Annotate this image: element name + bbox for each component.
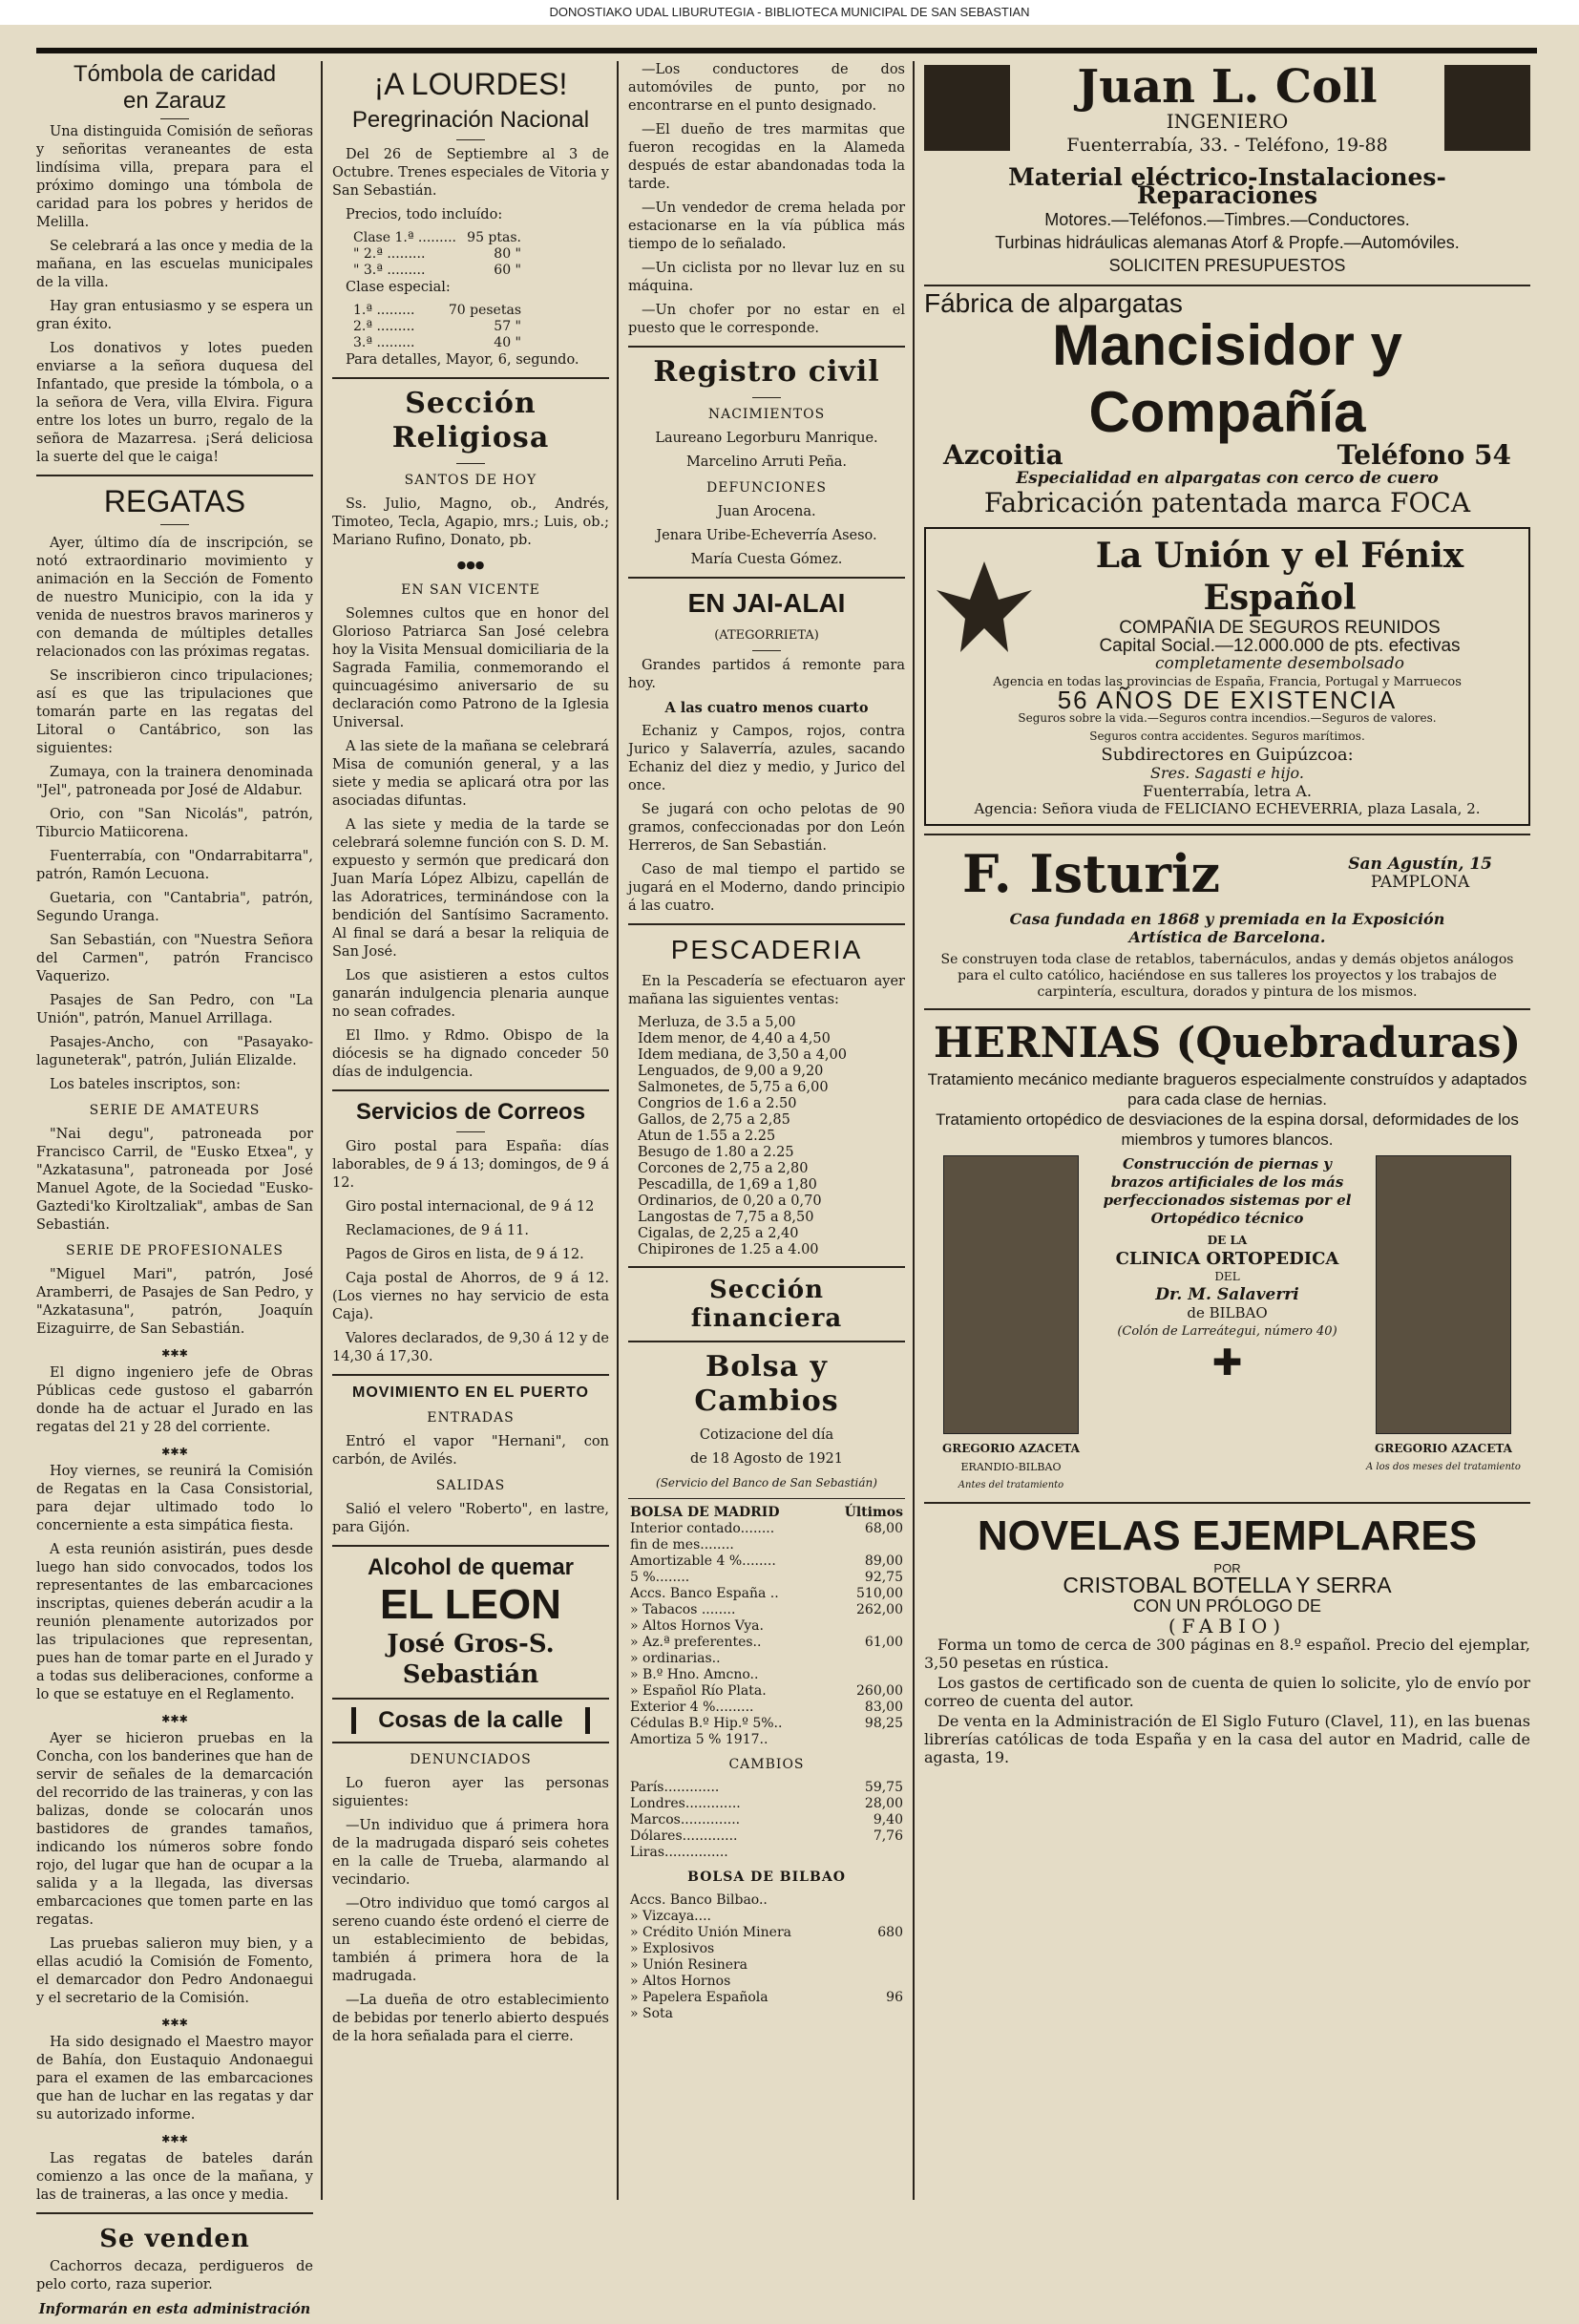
jai-paragraph: Grandes partidos á remonte para hoy. <box>628 658 905 691</box>
price-row: 3.ª ......... 40 " <box>353 335 521 350</box>
regatas-paragraph: Ayer, último día de inscripción, se notó extraordinario movimiento y animación en la Sección de Fomento de nuestro Municipio, con la ida y venida de nuestros bravos marineros y con demanda de múltiples detalles relacionados con las próximas regatas. <box>36 536 313 660</box>
table-row: Amortiza 5 % 1917.. <box>630 1732 768 1747</box>
calle-paragraph: Lo fueron ayer las personas siguientes: <box>332 1776 609 1809</box>
fish-item: Chipirones de 1.25 a 4.00 <box>638 1242 819 1257</box>
correos-title: Servicios de Correos <box>355 1099 586 1125</box>
fish-item: Congrios de 1.6 a 2.50 <box>638 1096 797 1111</box>
hernias-photos <box>924 1155 1530 1494</box>
novelas-paragraph: Los gastos de certificado son de cuenta de quien lo solicite, ylo de envío por correo de cuenta del autor. <box>924 1674 1530 1710</box>
top-rule <box>36 48 1537 53</box>
pescaderia-paragraph: En la Pescadería se efectuaron ayer mañana las siguientes ventas: <box>628 974 905 1007</box>
column-divider <box>617 61 619 2200</box>
novelas-paragraph: De venta en la Administración de El Siglo Futuro (Clavel, 11), en las buenas librerías católicas de toda España y en la casa del autor en Madrid, calle de agasta, 19. <box>924 1712 1530 1766</box>
correos-paragraph: Giro postal internacional, de 9 á 12 <box>346 1199 595 1215</box>
jai-time: A las cuatro menos cuarto <box>664 700 869 716</box>
jai-paragraph: Se jugará con ocho pelotas de 90 gramos, confeccionadas por don León Herreros, de San Sebastián. <box>628 802 905 854</box>
regatas-paragraph: Las regatas de bateles darán comienzo a las once de la mañana, y las de traineras, a las once y media. <box>36 2151 313 2203</box>
machine-icon <box>1444 65 1530 151</box>
tombola-paragraph: Los donativos y lotes pueden enviarse a la señora duquesa del Infantado, que preside la tómbola, o a la señora de Vera, villa Elvira. Figura entre los lotes un burro, regalo de la señora de Mazarresa. ¡Será deliciosa la suerte del que le caiga! <box>36 341 313 465</box>
jai-subtitle: (ATEGORRIETA) <box>714 628 819 643</box>
calle-paragraph: —Los conductores de dos automóviles de punto, por no encontrarse en el punto designado. <box>628 62 905 114</box>
machine-icon <box>924 65 1010 151</box>
bilbao-table <box>628 1892 905 2022</box>
regatas-paragraph: Las pruebas salieron muy bien, y a ellas acudió la Comisión de Fomento, el demarcador don Pedro Andonaegui y el secretario de la Comisión. <box>36 1936 313 2006</box>
nacimiento-item: Marcelino Arruti Peña. <box>685 454 848 470</box>
novelas-author: CRISTOBAL BOTELLA Y SERRA <box>1063 1573 1392 1597</box>
correos-paragraph: Caja postal de Ahorros, de 9 á 12. (Los viernes no hay servicio de esta Caja). <box>332 1271 609 1322</box>
union-line: Subdirectores en Guipúzcoa: <box>1101 745 1354 765</box>
defuncion-item: Juan Arocena. <box>717 504 816 519</box>
tombola-paragraph: Se celebrará a las once y media de la mañana, en las escuelas municipales de la villa. <box>36 239 313 290</box>
regatas-paragraph: Ha sido designado el Maestro mayor de Bahía, don Eustaquio Andonaegui para el examen de las embarcaciones que han de luchar en las regatas y dar su autorizado informe. <box>36 2035 313 2123</box>
regatas-paragraph: Se inscribieron cinco tripulaciones; así es que las tripulaciones que tomarán parte en las regatas del Litoral o Cantábrico, son las siguientes: <box>36 668 313 756</box>
correos-paragraph: Giro postal para España: días laborables, de 9 á 13; domingos, de 9 á 12. <box>332 1139 609 1191</box>
santos-paragraph: Ss. Julio, Magno, ob., Andrés, Timoteo, Tecla, Agapio, mrs.; Luis, ob.; Mariano Rufino, Donato, pb. <box>332 496 609 548</box>
photo-caption: Antes del tratamiento <box>958 1480 1064 1490</box>
defuncion-item: Jenara Uribe-Echeverría Aseso. <box>656 528 877 543</box>
defuncion-item: María Cuesta Gómez. <box>690 552 843 567</box>
venden-text: Cachorros decaza, perdigueros de pelo corto, raza superior. <box>36 2259 313 2292</box>
hernias-title: HERNIAS (Quebraduras) <box>933 1019 1522 1067</box>
alcohol-ad-line1: Alcohol de quemar <box>367 1554 575 1580</box>
calle-paragraph: —Un chofer por no estar en el puesto que le corresponde. <box>628 303 905 336</box>
santos-title: SANTOS DE HOY <box>404 473 537 488</box>
cotizacion-line: Cotizacione del día <box>699 1427 834 1443</box>
lourdes-subtitle: Peregrinación Nacional <box>351 107 590 133</box>
calle-paragraph: —Un individuo que á primera hora de la madrugada disparó seis cohetes en la calle de Trueba, alarmando al vecindario. <box>332 1818 609 1888</box>
venden-info: Informarán en esta administración <box>38 2301 311 2317</box>
table-row: » ordinarias.. <box>630 1651 721 1666</box>
table-row: París............. 59,75 <box>630 1780 903 1795</box>
vicente-paragraph: A las siete y media de la tarde se celebrará solemne función con S. D. M. expuesto y sermón que predicará don Juan María López Albizu, capellán de las Adoratrices, terminándose con la bendición del Santísimo Sacramento. Al final se dará a besar la reliquia de San José. <box>332 817 609 960</box>
novelas-title: NOVELAS EJEMPLARES <box>977 1512 1478 1559</box>
column-1 <box>36 61 313 2324</box>
isturiz-line: Casa fundada en 1868 y premiada en la Exposición Artística de Barcelona. <box>1009 910 1445 946</box>
table-row: Dólares............. 7,76 <box>630 1828 903 1844</box>
photo-caption: ERANDIO-BILBAO <box>960 1461 1062 1473</box>
table-row: Exterior 4 %......... 83,00 <box>630 1700 903 1715</box>
fish-item: Ordinarios, de 0,20 a 0,70 <box>638 1194 822 1209</box>
archive-header: DONOSTIAKO UDAL LIBURUTEGIA - BIBLIOTECA MUNICIPAL DE SAN SEBASTIAN <box>0 0 1579 25</box>
union-line: Agencia en todas las provincias de España, Francia, Portugal y Marruecos <box>993 675 1462 689</box>
vicente-paragraph: A las siete de la mañana se celebrará Misa de comunión general, y a las siete y media se aplicará otra por las asociadas difuntas. <box>332 739 609 809</box>
correos-paragraph: Reclamaciones, de 9 á 11. <box>346 1223 529 1238</box>
registro-title: Registro civil <box>653 355 880 389</box>
regatas-title: REGATAS <box>103 484 246 518</box>
salidas-paragraph: Salió el velero "Roberto", en lastre, para Gijón. <box>332 1502 609 1535</box>
lourdes-prices <box>351 230 523 279</box>
lourdes-paragraph: Del 26 de Septiembre al 3 de Octubre. Trenes especiales de Vitoria y San Sebastián. <box>332 147 609 199</box>
union-line: Capital Social.—12.000.000 de pts. efectivas <box>1099 636 1461 656</box>
fish-list <box>628 1015 905 1258</box>
fish-item: Salmonetes, de 5,75 a 6,00 <box>638 1080 829 1095</box>
salidas-title: SALIDAS <box>435 1478 506 1493</box>
union-line: Seguros contra accidentes. Seguros marítimos. <box>1089 729 1365 743</box>
table-row: 5 %........ 92,75 <box>630 1570 903 1585</box>
photo-caption: GREGORIO AZACETA <box>942 1442 1080 1455</box>
entradas-paragraph: Entró el vapor "Hernani", con carbón, de Avilés. <box>332 1434 609 1468</box>
novelas-line: CON UN PRÓLOGO DE <box>1132 1596 1322 1616</box>
hernias-line: DEL <box>1214 1270 1240 1283</box>
hernias-line: DE LA <box>1207 1234 1248 1247</box>
nacimientos-title: NACIMIENTOS <box>707 407 826 422</box>
photo-caption: GREGORIO AZACETA <box>1375 1442 1512 1455</box>
defunciones-title: DEFUNCIONES <box>706 480 827 496</box>
fish-item: Lenguados, de 9,00 a 9,20 <box>638 1064 824 1079</box>
separator-icon: ✱✱✱ <box>161 1347 188 1360</box>
coll-title: Juan L. Coll <box>1077 60 1378 114</box>
table-row: Interior contado........ 68,00 <box>630 1521 903 1536</box>
alpargatas-contact <box>924 439 1530 471</box>
union-title: La Unión y el Fénix Español <box>1095 536 1464 618</box>
regatas-paragraph: Pasajes de San Pedro, con "La Unión", patrón, Manuel Arrillaga. <box>36 993 313 1026</box>
eagle-icon <box>932 552 1037 657</box>
union-line: 56 AÑOS DE EXISTENCIA <box>1057 686 1398 714</box>
table-row: Londres............. 28,00 <box>630 1796 903 1811</box>
lourdes-paragraph: Precios, todo incluído: <box>346 207 503 222</box>
isturiz-line: Se construyen toda clase de retablos, tabernáculos, andas y demás objetos análogos para el culto católico, haciéndose en sus talleres los proyectos y los trabajos de carpintería, escultura, dorados y pintura de los mismos. <box>940 952 1514 1000</box>
calle-paragraph: —Un vendedor de crema helada por estacionarse en la vía pública más tiempo de lo señalado. <box>628 201 905 252</box>
novelas-line: POR <box>1213 1561 1241 1575</box>
regatas-paragraph: El digno ingeniero jefe de Obras Públicas cede gustoso el gabarrón donde ha de actuar el Jurado en las regatas del 21 y 28 del corriente. <box>36 1365 313 1435</box>
lourdes-title: ¡A LOURDES! <box>373 67 568 101</box>
price-row: 1.ª ......... 70 pesetas <box>353 303 521 318</box>
lourdes-special-prices <box>351 303 523 351</box>
alpargatas-phone: Teléfono 54 <box>1337 439 1511 471</box>
hernias-line: Tratamiento ortopédico de desviaciones de la espina dorsal, deformidades de los miembros y tumores blancos. <box>936 1110 1519 1149</box>
fish-item: Merluza, de 3.5 a 5,00 <box>638 1015 796 1030</box>
patient-photo-after <box>1376 1155 1511 1434</box>
alcohol-ad-maker: José Gros-S. Sebastián <box>387 1630 555 1689</box>
union-line: Seguros sobre la vida.—Seguros contra incendios.—Seguros de valores. <box>1018 711 1437 725</box>
coll-address: Fuenterrabía, 33. - Teléfono, 19-88 <box>1066 135 1388 156</box>
fish-item: Langostas de 7,75 a 8,50 <box>638 1210 814 1225</box>
table-row: Liras............... <box>630 1845 728 1860</box>
column-3 <box>628 61 905 2022</box>
hernias-line: de BILBAO <box>1187 1304 1268 1321</box>
separator-icon: ●●● <box>456 559 485 571</box>
calle-paragraph: —Otro individuo que tomó cargos al sereno cuando éste ordenó el cierre de un establecimiento de bebidas, también á primera hora de la madrugada. <box>332 1896 609 1984</box>
regatas-paragraph: Orio, con "San Nicolás", patrón, Tiburcio Matiicorena. <box>36 807 313 840</box>
alcohol-ad-brand: EL LEON <box>380 1581 561 1628</box>
cambios-title: CAMBIOS <box>728 1757 805 1772</box>
cross-icon: ✚ <box>1211 1342 1243 1384</box>
cotizacion-source: (Servicio del Banco de San Sebastián) <box>656 1476 877 1489</box>
coll-line: Material eléctrico-Instalaciones-Reparaciones <box>1008 163 1446 209</box>
table-row: Amortizable 4 %........ 89,00 <box>630 1553 903 1569</box>
novelas-fabio: (FABIO) <box>1168 1615 1287 1637</box>
regatas-paragraph: A esta reunión asistirán, pues desde luego han sido convocados, todos los representantes de las embarcaciones inscriptas, quienes deberán acudir a la reunión plenamente autorizados por las tripulaciones que representan, pues han de tomar parte en el Jurado y a todas sus deliberaciones, conforme a lo que se estatuye en el Reglamento. <box>36 1542 313 1702</box>
denunciados-title: DENUNCIADOS <box>410 1752 532 1767</box>
amateurs-title: SERIE DE AMATEURS <box>89 1103 261 1118</box>
union-line: Fuenterrabía, letra A. <box>1143 782 1312 800</box>
calle-paragraph: —Un ciclista por no llevar luz en su máquina. <box>628 261 905 294</box>
novelas-paragraph: Forma un tomo de cerca de 300 páginas en 8.º español. Precio del ejemplar, 3,50 pesetas en rústica. <box>924 1636 1530 1672</box>
alpargatas-line: Fábrica de alpargatas <box>924 288 1183 318</box>
regatas-paragraph: Ayer se hicieron pruebas en la Concha, con los banderines que han de servir de señales de la demarcación del recorrido de las traineras, y con las balizas, donde se colocarán unos bastidores de grandes tamaños, indicando los números sobre fondo rojo, del lugar que han de ocupar a la salida y a la llegada, las diversas embarcaciones que tomen parte en las regatas. <box>36 1731 313 1928</box>
correos-paragraph: Pagos de Giros en lista, de 9 á 12. <box>346 1247 584 1262</box>
table-row: » Vizcaya.... <box>630 1909 711 1924</box>
lourdes-paragraph: Para detalles, Mayor, 6, segundo. <box>346 352 579 368</box>
table-row: » Altos Hornos Vya. <box>630 1618 764 1634</box>
hernias-line: CLINICA ORTOPEDICA <box>1115 1249 1339 1269</box>
column-4-ads <box>924 61 1530 1768</box>
pescaderia-title: PESCADERIA <box>670 935 863 964</box>
vicente-paragraph: Los que asistieren a estos cultos ganarán indulgencia plenaria aunque no sean cofrades. <box>332 968 609 1020</box>
cambios-table <box>628 1780 905 1861</box>
regatas-paragraph: Guetaria, con "Cantabria", patrón, Segundo Uranga. <box>36 891 313 924</box>
jai-title: EN JAI-ALAI <box>687 588 846 618</box>
vicente-title: EN SAN VICENTE <box>401 582 540 598</box>
photo-caption: A los dos meses del tratamiento <box>1366 1462 1521 1472</box>
fish-item: Idem mediana, de 3,50 a 4,00 <box>638 1047 847 1063</box>
isturiz-ad-header <box>924 843 1530 904</box>
coll-ad-header <box>924 61 1530 155</box>
profesionales-paragraph: "Miguel Mari", patrón, José Aramberri, de Pasajes de San Pedro, y "Azkatasuna", patrón, Joaquín Eizaguirre, de San Sebastián. <box>36 1267 313 1337</box>
price-row: " 2.ª ......... 80 " <box>353 246 521 262</box>
table-row: » Crédito Unión Minera 680 <box>630 1925 903 1940</box>
newspaper-page <box>36 48 1537 2317</box>
table-row: Accs. Banco Bilbao.. <box>630 1892 768 1908</box>
union-line: completamente desembolsado <box>1154 654 1405 673</box>
table-row: » Tabacos ........ 262,00 <box>630 1602 903 1617</box>
tombola-subtitle: en Zarauz <box>122 88 227 114</box>
nacimiento-item: Laureano Legorburu Manrique. <box>655 431 878 446</box>
coll-line: Motores.—Teléfonos.—Timbres.—Conductores. <box>1044 210 1410 229</box>
isturiz-city: PAMPLONA <box>1370 873 1470 892</box>
calle-title: Cosas de la calle <box>351 1707 590 1734</box>
fish-item: Pescadilla, de 1,69 a 1,80 <box>638 1177 817 1193</box>
price-row: " 3.ª ......... 60 " <box>353 263 521 278</box>
entradas-title: ENTRADAS <box>427 1410 515 1426</box>
tombola-paragraph: Hay gran entusiasmo y se espera un gran éxito. <box>36 299 313 332</box>
separator-icon: ✱✱✱ <box>161 2017 188 2029</box>
fish-item: Atun de 1.55 a 2.25 <box>638 1129 776 1144</box>
table-row: » B.º Hno. Amcno.. <box>630 1667 759 1682</box>
fish-item: Besugo de 1.80 a 2.25 <box>638 1145 794 1160</box>
fish-item: Gallos, de 2,75 a 2,85 <box>638 1112 790 1128</box>
table-row: Cédulas B.º Hip.º 5%.. 98,25 <box>630 1716 903 1731</box>
tombola-title: Tómbola de caridad <box>73 61 277 87</box>
calle-paragraph: —La dueña de otro establecimiento de bebidas por tenerlo abierto después de la hora señalada para el cierre. <box>332 1993 609 2044</box>
table-row: » Español Río Plata. 260,00 <box>630 1683 903 1699</box>
table-row: Marcos.............. 9,40 <box>630 1812 903 1828</box>
table-row: Accs. Banco España .. 510,00 <box>630 1586 903 1601</box>
jai-paragraph: Caso de mal tiempo el partido se jugará en el Moderno, dando principio á las cuatro. <box>628 862 905 914</box>
puerto-title: MOVIMIENTO EN EL PUERTO <box>352 1384 589 1401</box>
financiera-title: Sección financiera <box>690 1276 843 1333</box>
union-fenix-ad <box>924 527 1530 826</box>
hernias-line: Construcción de piernas y brazos artificiales de los más perfeccionados sistemas por el Ortopédico técnico <box>1103 1155 1352 1227</box>
amateurs-paragraph: "Nai degu", patroneada por Francisco Carril, de "Eusko Etxea", y "Azkatasuna", patroneada por José Manuel Agote, de la Sociedad "Eusko-Gaztedi'ko Kiroltzaliak", ambas de San Sebastián. <box>36 1127 313 1233</box>
union-line: COMPAÑIA DE SEGUROS REUNIDOS <box>1119 618 1441 638</box>
regatas-paragraph: Zumaya, con la trainera denominada "Jel", patroneada por José de Aldabur. <box>36 765 313 798</box>
alpargatas-line: Especialidad en alpargatas con cerco de cuero <box>1016 469 1439 488</box>
profesionales-title: SERIE DE PROFESIONALES <box>66 1243 284 1258</box>
table-row: » Unión Resinera <box>630 1957 748 1973</box>
coll-line: Turbinas hidráulicas alemanas Atorf & Propfe.—Automóviles. <box>995 233 1460 252</box>
column-divider <box>913 61 915 2200</box>
patient-photo-before <box>943 1155 1079 1434</box>
isturiz-title: F. Isturiz <box>962 843 1220 904</box>
jai-paragraph: Echaniz y Campos, rojos, contra Jurico y Salaverría, azules, sacando Echaniz del diez y medio, y Jurico del once. <box>628 724 905 793</box>
coll-subtitle: INGENIERO <box>1166 110 1289 133</box>
regatas-paragraph: Hoy viernes, se reunirá la Comisión de Regatas en la Casa Consistorial, para dejar ultimado todo lo concerniente a esta simpática fiesta. <box>36 1464 313 1533</box>
alpargatas-line: Fabricación patentada marca FOCA <box>983 487 1471 518</box>
alpargatas-city: Azcoitia <box>943 439 1063 471</box>
union-line: Agencia: Señora viuda de FELICIANO ECHEVERRIA, plaza Lasala, 2. <box>974 800 1481 817</box>
table-row: » Altos Hornos <box>630 1974 731 1989</box>
fish-item: Cigalas, de 2,25 a 2,40 <box>638 1226 799 1241</box>
table-row: » Sota <box>630 2006 674 2021</box>
bilbao-title: BOLSA DE BILBAO <box>687 1870 846 1885</box>
lourdes-paragraph: Clase especial: <box>346 280 451 295</box>
religiosa-title: Sección Religiosa <box>391 387 550 454</box>
calle-paragraph: —El dueño de tres marmitas que fueron recogidas en la Alameda después de estar abandonadas toda la tarde. <box>628 122 905 192</box>
madrid-title: BOLSA DE MADRID <box>630 1505 780 1520</box>
column-2 <box>332 61 609 2052</box>
venden-title: Se venden <box>99 2225 250 2253</box>
regatas-paragraph: San Sebastián, con "Nuestra Señora del Carmen", patrón Francisco Vaquerizo. <box>36 933 313 984</box>
regatas-paragraph: Los bateles inscriptos, son: <box>50 1077 242 1092</box>
madrid-table <box>628 1505 905 1748</box>
correos-paragraph: Valores declarados, de 9,30 á 12 y de 14,30 á 17,30. <box>332 1331 609 1364</box>
isturiz-address: San Agustín, 15 <box>1348 855 1492 874</box>
separator-icon: ✱✱✱ <box>161 2133 188 2145</box>
vicente-paragraph: Solemnes cultos que en honor del Glorioso Patriarca San José celebra hoy la Visita Mensual domiciliaria de la Sagrada Familia, conmemorando el quincuagésimo aniversario de su declaración como Patrono de la Iglesia Universal. <box>332 606 609 730</box>
price-row: Clase 1.ª ......... 95 ptas. <box>353 230 521 245</box>
vicente-paragraph: El Ilmo. y Rdmo. Obispo de la diócesis se ha dignado conceder 50 días de indulgencia. <box>332 1028 609 1080</box>
table-row: » Explosivos <box>630 1941 715 1956</box>
separator-icon: ✱✱✱ <box>161 1446 188 1458</box>
hernias-line: (Colón de Larreátegui, número 40) <box>1117 1324 1337 1339</box>
table-row: fin de mes........ <box>630 1537 734 1553</box>
bolsa-title: Bolsa y Cambios <box>694 1350 839 1418</box>
fish-item: Idem menor, de 4,40 a 4,50 <box>638 1031 831 1046</box>
tombola-paragraph: Una distinguida Comisión de señoras y señoritas veraneantes de esta lindísima villa, prepara para el próximo domingo una tómbola de caridad para los pobres y heridos de Melilla. <box>36 124 313 230</box>
union-line: Sres. Sagasti e hijo. <box>1150 764 1304 782</box>
hernias-line: Dr. M. Salaverri <box>1155 1285 1299 1304</box>
hernias-line: Tratamiento mecánico mediante bragueros especialmente construídos y adaptados para cada clase de hernias. <box>927 1070 1527 1109</box>
table-row: » Az.ª preferentes.. 61,00 <box>630 1635 903 1650</box>
price-row: 2.ª ......... 57 " <box>353 319 521 334</box>
madrid-col-header: Últimos <box>844 1505 903 1520</box>
coll-line: SOLICITEN PRESUPUESTOS <box>1108 256 1346 275</box>
cotizacion-date: de 18 Agosto de 1921 <box>690 1451 843 1467</box>
regatas-paragraph: Fuenterrabía, con "Ondarrabitarra", patrón, Ramón Lecuona. <box>36 849 313 882</box>
column-divider <box>321 61 323 2200</box>
alpargatas-brand: Mancisidor y Compañía <box>1052 313 1402 444</box>
fish-item: Corcones de 2,75 a 2,80 <box>638 1161 809 1176</box>
separator-icon: ✱✱✱ <box>161 1713 188 1725</box>
regatas-paragraph: Pasajes-Ancho, con "Pasayako-laguneterak", patrón, Julián Elizalde. <box>36 1035 313 1068</box>
table-row: » Papelera Española 96 <box>630 1990 903 2005</box>
